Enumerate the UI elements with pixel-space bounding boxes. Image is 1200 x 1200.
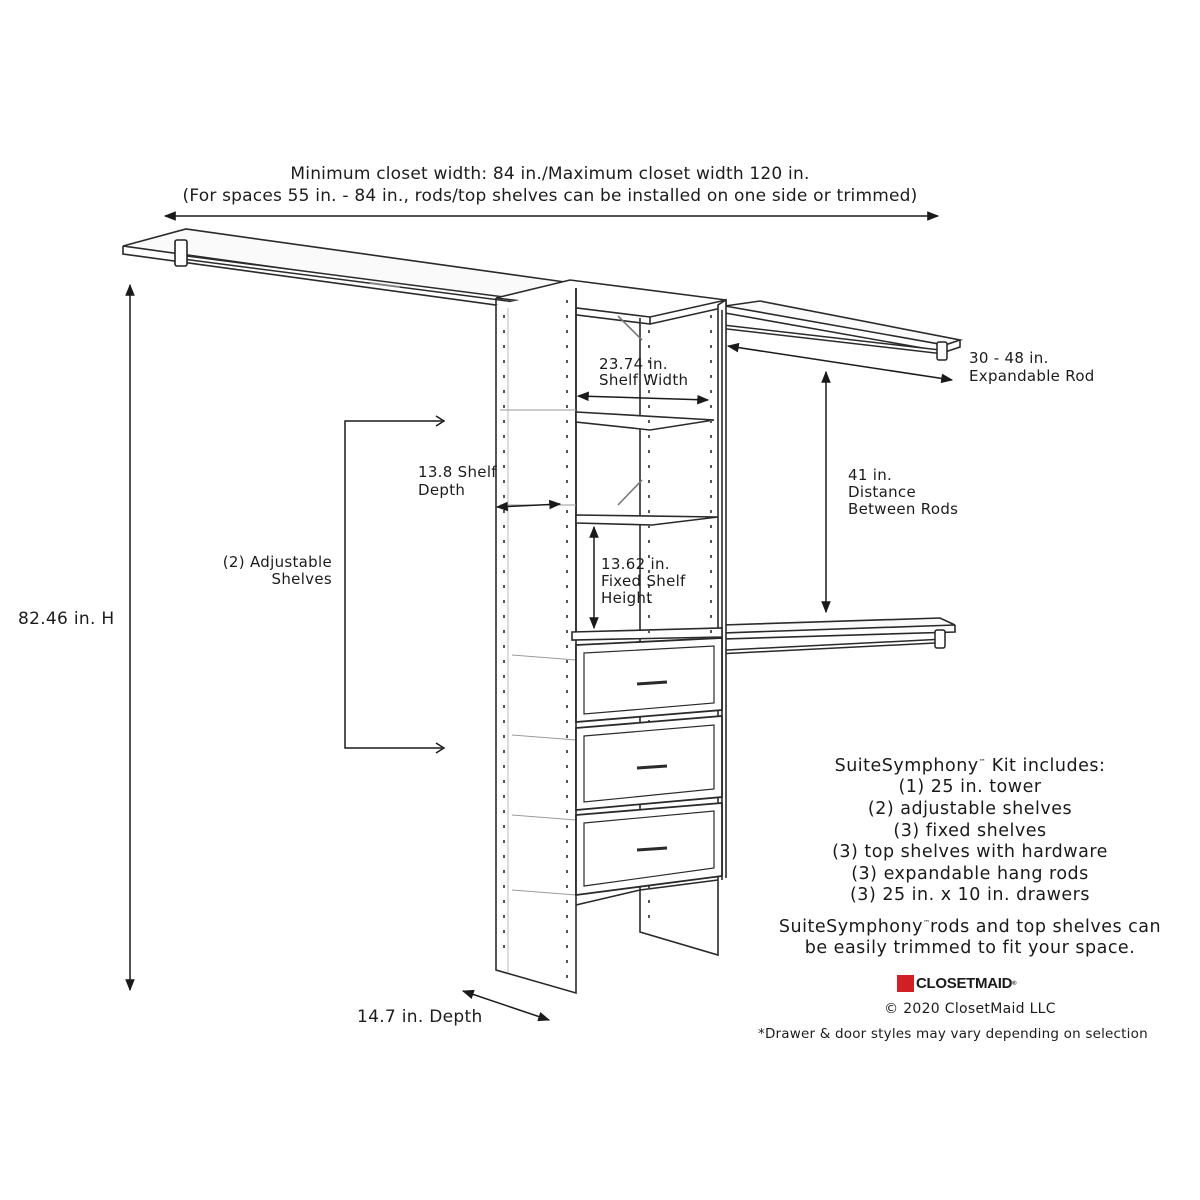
pin-hole [503,840,505,843]
pin-hole [648,480,650,483]
fixed-shelf-label1: Fixed Shelf [601,572,686,590]
logo-trademark: ® [1012,980,1017,987]
right-lower-shelf [722,618,955,639]
pin-hole [503,585,505,588]
drawer-stack [576,638,722,895]
pin-hole [566,600,568,603]
pin-hole [566,975,568,978]
pin-hole [566,675,568,678]
depth-label: 14.7 in. Depth [357,1007,483,1027]
pin-hole [566,585,568,588]
pin-hole [648,390,650,393]
pin-hole [710,630,712,633]
pin-hole [503,420,505,423]
pin-hole [503,885,505,888]
pin-hole [503,465,505,468]
pin-hole [566,750,568,753]
pin-hole [648,915,650,918]
pin-hole [503,735,505,738]
pin-hole [503,870,505,873]
pin-hole [503,405,505,408]
pin-hole [710,330,712,333]
pin-hole [503,390,505,393]
pin-hole [566,720,568,723]
pin-hole [566,375,568,378]
logo-red-square [897,975,914,992]
pin-hole [566,885,568,888]
pin-hole [503,765,505,768]
pin-hole [710,360,712,363]
pin-hole [503,780,505,783]
pin-hole [566,345,568,348]
pin-hole [648,405,650,408]
pin-hole [648,900,650,903]
pin-hole [566,390,568,393]
pin-hole [503,795,505,798]
expandable-rod-label: Expandable Rod [969,367,1095,385]
pin-hole [710,615,712,618]
pin-hole [503,945,505,948]
kit-note-line1: SuiteSymphony™rods and top shelves can [778,916,1162,937]
pin-hole [503,825,505,828]
pin-hole [503,810,505,813]
shelf-depth-label: Depth [418,481,466,499]
pin-hole [566,510,568,513]
pin-hole [566,525,568,528]
pin-hole [710,570,712,573]
pin-hole [566,660,568,663]
pin-hole [566,420,568,423]
pin-hole [710,465,712,468]
pin-hole [566,780,568,783]
pin-hole [503,720,505,723]
pin-hole [566,450,568,453]
shelf-width-value: 23.74 in. [599,355,668,373]
pin-hole [566,495,568,498]
pin-hole [710,435,712,438]
pin-hole [503,690,505,693]
height-label: 82.46 in. H [18,609,115,629]
drawer-2 [576,716,722,810]
pin-hole [503,630,505,633]
kit-title: SuiteSymphony™ Kit includes: [834,755,1106,776]
kit-item: (3) fixed shelves [893,820,1047,841]
pin-hole [503,855,505,858]
kit-item: (2) adjustable shelves [867,799,1073,820]
pin-hole [648,330,650,333]
shelf-width-label: Shelf Width [599,371,689,389]
pin-hole [648,450,650,453]
pin-hole [503,900,505,903]
pin-hole [503,540,505,543]
pin-hole [566,900,568,903]
pin-hole [503,510,505,513]
logo-text: CLOSETMAID [916,975,1013,992]
pin-hole [503,930,505,933]
pin-hole [503,555,505,558]
expandable-rod-value: 30 - 48 in. [969,349,1049,367]
pin-hole [503,915,505,918]
pin-hole [566,930,568,933]
pin-hole [710,450,712,453]
rod-distance-label2: Between Rods [848,500,959,518]
pin-hole [503,330,505,333]
pin-hole [648,510,650,513]
pin-hole [566,690,568,693]
adjustable-shelves-line1: (2) Adjustable [222,553,332,571]
pin-hole [503,450,505,453]
pin-hole [566,315,568,318]
pin-hole [648,630,650,633]
drawer-1 [576,638,722,722]
pin-hole [710,510,712,513]
pin-hole [566,825,568,828]
rod-distance-label1: Distance [848,483,916,501]
pin-hole [566,810,568,813]
kit-item: (3) top shelves with hardware [832,842,1108,863]
pin-hole [566,615,568,618]
pin-hole [566,945,568,948]
closetmaid-logo [897,975,1016,992]
kit-item: (3) expandable hang rods [851,863,1089,884]
pin-hole [710,540,712,543]
pin-hole [503,615,505,618]
pin-hole [503,315,505,318]
pin-hole [566,630,568,633]
pin-hole [503,360,505,363]
pin-hole [710,375,712,378]
kit-note-line2: be easily trimmed to fit your space. [804,938,1136,959]
closet-width-line2: (For spaces 55 in. - 84 in., rods/top shelves can be installed on one side or trimmed) [182,186,918,206]
pin-hole [648,420,650,423]
pin-hole [503,645,505,648]
pin-hole [710,345,712,348]
closet-width-line1: Minimum closet width: 84 in./Maximum closet width 120 in. [290,164,810,184]
pin-hole [503,525,505,528]
kit-contents [760,752,1180,960]
pin-hole [566,735,568,738]
pin-hole [648,465,650,468]
shelf-depth-value: 13.8 Shelf [418,463,497,481]
pin-hole [648,615,650,618]
pin-hole [648,525,650,528]
pin-hole [566,795,568,798]
pin-hole [710,405,712,408]
kit-item: (3) 25 in. x 10 in. drawers [849,885,1090,906]
pin-hole [710,390,712,393]
right-top-shelf [725,301,960,352]
pin-hole [710,420,712,423]
pin-hole [503,600,505,603]
pin-hole [503,705,505,708]
pin-hole [566,435,568,438]
pin-hole [710,600,712,603]
rod-distance-value: 41 in. [848,466,893,484]
pin-hole [503,495,505,498]
pin-hole [566,540,568,543]
pin-hole [503,435,505,438]
pin-hole [566,915,568,918]
pin-hole [566,855,568,858]
pin-hole [503,660,505,663]
pin-hole [503,570,505,573]
fixed-shelf-value: 13.62 in. [601,555,670,573]
pin-hole [503,375,505,378]
fixed-shelf-label2: Height [601,589,653,607]
disclaimer: *Drawer & door styles may vary depending on selection [758,1026,1148,1042]
pin-hole [566,555,568,558]
pin-hole [566,705,568,708]
pin-hole [566,840,568,843]
pin-hole [648,540,650,543]
pin-hole [566,570,568,573]
pin-hole [566,480,568,483]
pin-hole [710,555,712,558]
pin-hole [566,870,568,873]
pin-hole [710,495,712,498]
pin-hole [503,480,505,483]
copyright: © 2020 ClosetMaid LLC [884,1001,1056,1017]
pin-hole [566,645,568,648]
pin-hole [566,465,568,468]
pin-hole [566,360,568,363]
pin-hole [710,315,712,318]
pin-hole [566,405,568,408]
pin-hole [503,675,505,678]
adjustable-shelves-line2: Shelves [271,570,332,588]
pin-hole [566,765,568,768]
pin-hole [710,525,712,528]
pin-hole [566,330,568,333]
pin-hole [566,960,568,963]
pin-hole [648,345,650,348]
pin-hole [648,435,650,438]
pin-hole [710,480,712,483]
pin-hole [503,750,505,753]
pin-hole [710,585,712,588]
pin-hole [566,300,568,303]
kit-item: (1) 25 in. tower [898,777,1042,798]
pin-hole [503,345,505,348]
pin-hole [648,495,650,498]
